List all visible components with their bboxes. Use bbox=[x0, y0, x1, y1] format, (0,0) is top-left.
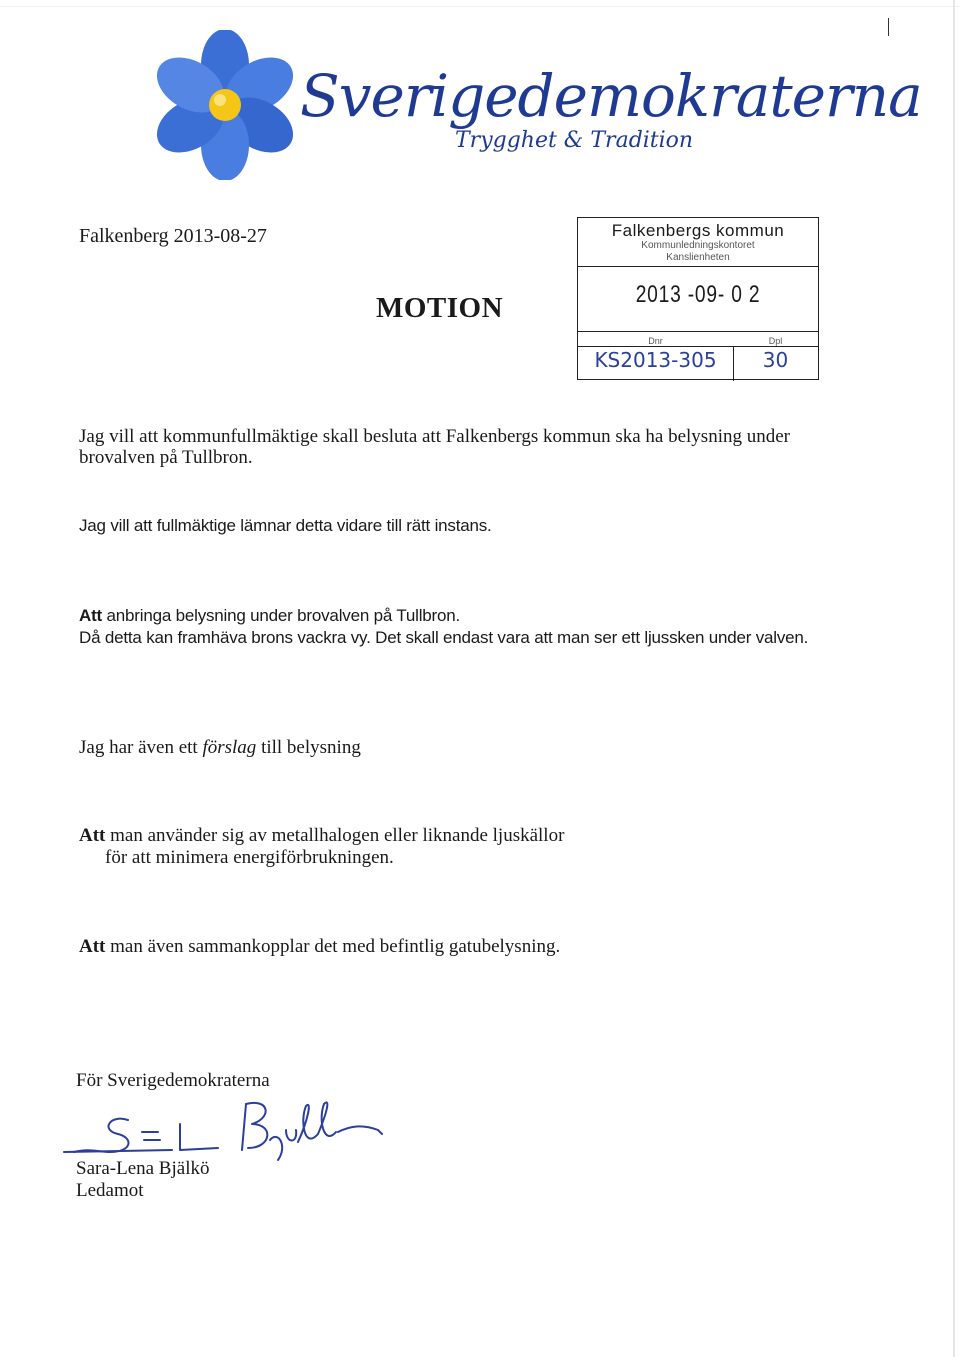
stamp-dnr-label: Dnr bbox=[648, 336, 663, 346]
page-mark bbox=[888, 18, 889, 36]
stamp-dpl-value: 30 bbox=[762, 348, 789, 372]
paragraph-text: anbringa belysning under brovalven på Tullbron. bbox=[102, 606, 461, 625]
stamp-dnr-value: KS2013-305 bbox=[594, 348, 717, 372]
paragraph: Jag vill att kommunfullmäktige skall besluta att Falkenbergs kommun ska ha belysning under brovalven på Tullbron. bbox=[79, 426, 790, 468]
stamp-dpl-label: Dpl bbox=[768, 336, 783, 346]
paragraph bbox=[79, 825, 839, 846]
signer-role: Ledamot bbox=[76, 1180, 144, 1201]
emphasis: förslag bbox=[202, 737, 257, 758]
logo-wordmark: Sverigedemokraterna bbox=[300, 62, 922, 130]
paragraph: Då detta kan framhäva brons vackra vy. Det skall endast vara att man ser ett ljussken under valven. bbox=[79, 628, 809, 647]
received-stamp bbox=[577, 217, 819, 380]
paragraph-text: man använder sig av metallhalogen eller liknande ljuskällor bbox=[105, 825, 565, 846]
paragraph-lead: Att bbox=[79, 606, 102, 625]
paragraph bbox=[79, 936, 839, 957]
logo-flower-icon bbox=[150, 30, 300, 180]
scan-edge-line bbox=[0, 6, 960, 7]
scan-edge-line bbox=[953, 0, 955, 1357]
paragraph: Jag vill att fullmäktige lämnar detta vidare till rätt instans. bbox=[79, 516, 492, 535]
signature-organization: För Sverigedemokraterna bbox=[76, 1070, 270, 1091]
paragraph-text: till belysning bbox=[256, 737, 361, 758]
stamp-unit: Kommunledningskontoret bbox=[641, 240, 755, 251]
paragraph-lead: Att bbox=[79, 825, 106, 846]
logo-tagline: Trygghet & Tradition bbox=[455, 128, 694, 153]
paragraph-text: Jag har även ett bbox=[79, 737, 203, 758]
signer-name: Sara-Lena Bjälkö bbox=[76, 1158, 210, 1179]
document-title: MOTION bbox=[376, 292, 504, 324]
stamp-divider bbox=[578, 331, 818, 332]
paragraph: för att minimera energiförbrukningen. bbox=[105, 847, 394, 868]
place-date: Falkenberg 2013-08-27 bbox=[79, 225, 267, 247]
stamp-unit: Kanslienheten bbox=[578, 252, 818, 267]
paragraph-lead: Att bbox=[79, 936, 106, 957]
paragraph-text: man även sammankopplar det med befintlig gatubelysning. bbox=[105, 936, 561, 957]
paragraph bbox=[79, 737, 839, 758]
stamp-received-date: 2013 -09- 0 2 bbox=[635, 281, 761, 308]
stamp-divider bbox=[578, 346, 818, 347]
stamp-organization: Falkenbergs kommun bbox=[611, 221, 785, 240]
paragraph bbox=[79, 605, 839, 626]
